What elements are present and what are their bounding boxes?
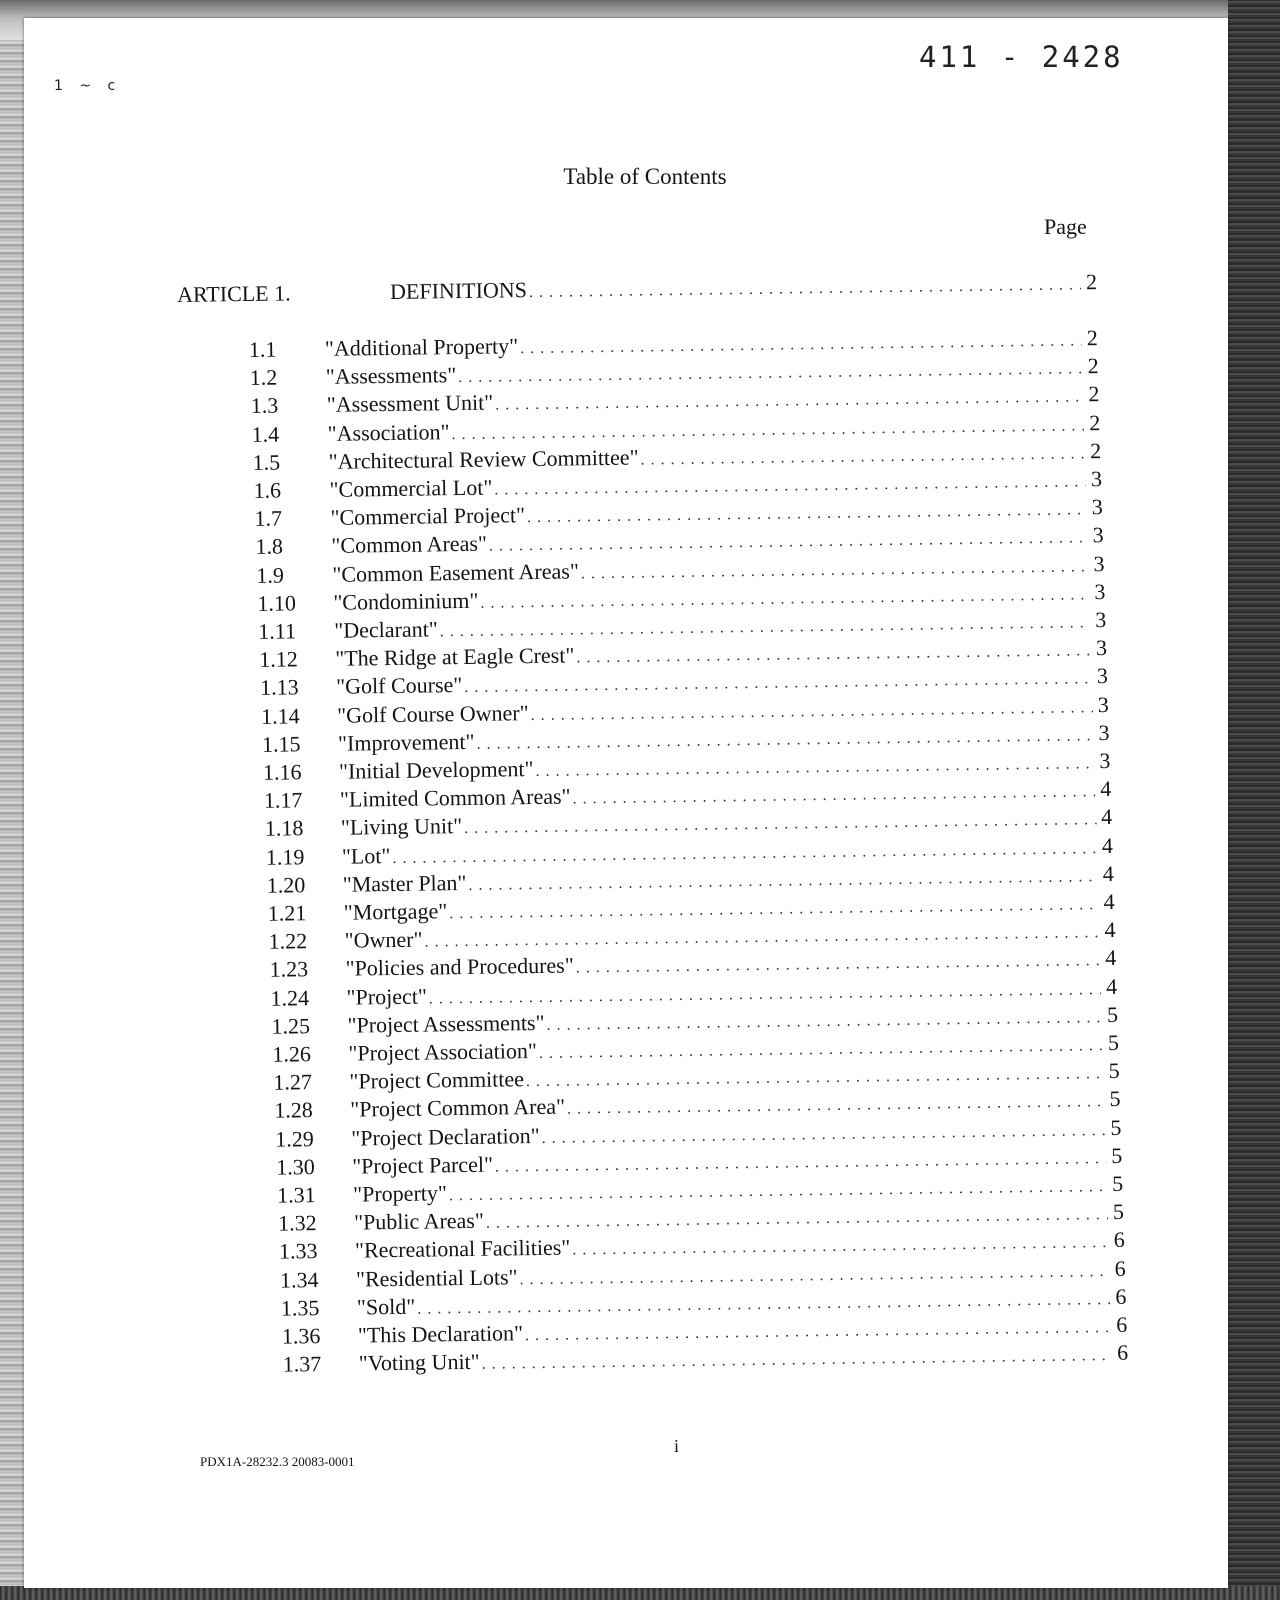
- entry-title: "This Declaration": [357, 1320, 524, 1348]
- entry-page-number: 2: [1088, 381, 1100, 407]
- entry-title: "Master Plan": [342, 869, 467, 897]
- dot-leader: [529, 276, 1081, 302]
- entry-title: "Limited Common Areas": [339, 783, 571, 812]
- entry-title: "Commercial Project": [330, 502, 526, 531]
- entry-number: 1.8: [255, 533, 284, 560]
- entry-page-number: 6: [1115, 1283, 1127, 1309]
- dot-leader: [640, 445, 1085, 469]
- entry-title: "Declarant": [334, 616, 438, 643]
- entry-title: "Golf Course": [336, 672, 463, 700]
- entry-number: 1.37: [282, 1351, 322, 1377]
- entry-page-number: 4: [1100, 776, 1112, 802]
- article-title: DEFINITIONS: [389, 277, 528, 304]
- entry-number: 1.29: [275, 1125, 314, 1152]
- entry-number: 1.28: [274, 1097, 314, 1124]
- entry-number: 1.5: [252, 449, 281, 475]
- entry-title: "Living Unit": [340, 813, 463, 841]
- entry-number: 1.20: [266, 872, 306, 898]
- entry-title: "Lot": [341, 842, 391, 869]
- entry-number: 1.6: [253, 477, 282, 503]
- entry-title: "Initial Development": [338, 756, 534, 784]
- entry-number: 1.2: [249, 364, 278, 391]
- entry-number: 1.18: [264, 815, 304, 842]
- entry-number: 1.23: [269, 956, 309, 983]
- entry-page-number: 3: [1099, 747, 1111, 774]
- entry-number: 1.14: [260, 702, 300, 729]
- entry-title: "Assessment Unit": [326, 389, 494, 418]
- document-page: [24, 18, 1228, 1588]
- entry-title: "Common Easement Areas": [332, 557, 580, 587]
- recording-stamp-number: 411 - 2428: [919, 40, 1124, 74]
- entry-page-number: 6: [1116, 1339, 1129, 1366]
- entry-title: "Project Assessments": [347, 1009, 545, 1038]
- entry-page-number: 5: [1111, 1142, 1123, 1168]
- entry-page-number: 2: [1086, 325, 1098, 351]
- entry-number: 1.10: [257, 590, 297, 616]
- entry-title: "Property": [352, 1180, 448, 1207]
- entry-page-number: 5: [1111, 1170, 1124, 1196]
- entry-number: 1.22: [268, 928, 308, 954]
- entry-title: "Architectural Review Committee": [328, 444, 639, 474]
- entry-page-number: 3: [1096, 663, 1109, 689]
- entry-number: 1.24: [270, 984, 310, 1011]
- entry-title: "Condominium": [333, 587, 479, 615]
- entry-page-number: 2: [1089, 437, 1102, 464]
- entry-number: 1.31: [277, 1182, 316, 1208]
- entry-title: "The Ridge at Eagle Crest": [335, 642, 575, 671]
- entry-title: "Additional Property": [324, 333, 519, 361]
- entry-title: "Project Declaration": [351, 1122, 540, 1151]
- entry-title: "Public Areas": [353, 1207, 485, 1235]
- page-column-label: Page: [1044, 214, 1087, 239]
- entry-number: 1.33: [278, 1238, 318, 1265]
- entry-page-number: 5: [1109, 1086, 1121, 1112]
- entry-number: 1.35: [280, 1294, 320, 1321]
- entry-title: "Project Common Area": [350, 1094, 566, 1123]
- article-number: ARTICLE 1.: [176, 280, 291, 307]
- entry-page-number: 3: [1097, 691, 1109, 717]
- entry-page-number: 4: [1104, 917, 1116, 943]
- entry-title: "Assessments": [325, 362, 457, 390]
- entry-title: "Common Areas": [331, 531, 488, 559]
- entry-number: 1.27: [273, 1069, 313, 1095]
- entry-page-number: 5: [1108, 1058, 1120, 1084]
- entry-title: "Commercial Lot": [329, 474, 493, 502]
- entry-title: "Association": [327, 418, 450, 446]
- entry-page-number: 3: [1092, 522, 1104, 548]
- entry-title: "Improvement": [337, 728, 475, 756]
- entry-number: 1.12: [259, 646, 298, 673]
- dot-leader: [482, 1347, 1113, 1374]
- entry-page-number: 3: [1090, 466, 1103, 492]
- entry-page-number: 2: [1089, 409, 1101, 435]
- entry-page-number: 3: [1093, 550, 1105, 576]
- entry-title: "Project Association": [348, 1038, 538, 1066]
- entry-page-number: 4: [1100, 804, 1113, 830]
- entry-page-number: 2: [1087, 353, 1099, 379]
- entry-title: "Project Parcel": [352, 1151, 494, 1179]
- entry-number: 1.30: [276, 1153, 315, 1180]
- page-title: Table of Contents: [563, 164, 727, 189]
- entry-title: "Golf Course Owner": [336, 699, 529, 728]
- entry-title: "Policies and Procedures": [345, 952, 574, 982]
- entry-title: "Owner": [344, 926, 423, 953]
- entry-page-number: 5: [1110, 1114, 1122, 1140]
- scan-border-left: [0, 40, 26, 1600]
- entry-page-number: 4: [1105, 973, 1118, 999]
- article-page-number: 2: [1085, 269, 1098, 295]
- entry-title: "Mortgage": [343, 898, 448, 925]
- entry-page-number: 3: [1094, 578, 1106, 604]
- entry-number: 1.32: [277, 1210, 317, 1236]
- entry-page-number: 3: [1095, 607, 1107, 633]
- entry-title: "Recreational Facilities": [354, 1234, 571, 1263]
- footer-document-id: PDX1A-28232.3 20083-0001: [200, 1454, 355, 1469]
- entry-page-number: 4: [1105, 945, 1117, 971]
- entry-number: 1.3: [250, 392, 279, 419]
- entry-number: 1.11: [258, 618, 297, 644]
- entry-number: 1.17: [263, 787, 303, 813]
- entry-title: "Residential Lots": [355, 1263, 518, 1292]
- corner-mark: 1 ~ c: [54, 78, 122, 94]
- footer-page-number: i: [674, 1436, 680, 1456]
- entry-page-number: 3: [1091, 494, 1104, 520]
- entry-page-number: 4: [1101, 832, 1114, 858]
- entry-number: 1.21: [267, 900, 307, 926]
- entry-number: 1.4: [251, 421, 280, 447]
- toc-article-row[interactable]: [177, 269, 1097, 308]
- entry-page-number: 5: [1112, 1199, 1125, 1225]
- entry-title: "Project Committee: [349, 1066, 525, 1094]
- entry-page-number: 6: [1113, 1227, 1125, 1253]
- entry-number: 1.1: [248, 336, 277, 362]
- entry-number: 1.25: [271, 1012, 311, 1039]
- entry-page-number: 4: [1102, 860, 1114, 886]
- entry-page-number: 3: [1098, 719, 1110, 745]
- entry-number: 1.16: [262, 759, 302, 785]
- entry-number: 1.13: [260, 674, 299, 701]
- entry-page-number: 5: [1107, 1029, 1120, 1056]
- entry-number: 1.36: [281, 1323, 321, 1349]
- entry-page-number: 5: [1106, 1001, 1119, 1027]
- entry-title: "Sold": [356, 1293, 416, 1320]
- entry-page-number: 6: [1114, 1255, 1126, 1281]
- entry-page-number: 3: [1095, 635, 1108, 661]
- entry-number: 1.15: [261, 731, 301, 757]
- entry-number: 1.7: [254, 505, 283, 532]
- entry-number: 1.26: [272, 1041, 312, 1067]
- entry-page-number: 4: [1103, 888, 1115, 915]
- table-of-contents: [20, 2, 1280, 1600]
- entry-title: "Voting Unit": [358, 1349, 480, 1376]
- entry-number: 1.34: [279, 1266, 319, 1293]
- entry-number: 1.9: [256, 562, 285, 588]
- entry-page-number: 6: [1116, 1311, 1128, 1337]
- entry-number: 1.19: [265, 843, 305, 870]
- entry-title: "Project": [346, 983, 428, 1010]
